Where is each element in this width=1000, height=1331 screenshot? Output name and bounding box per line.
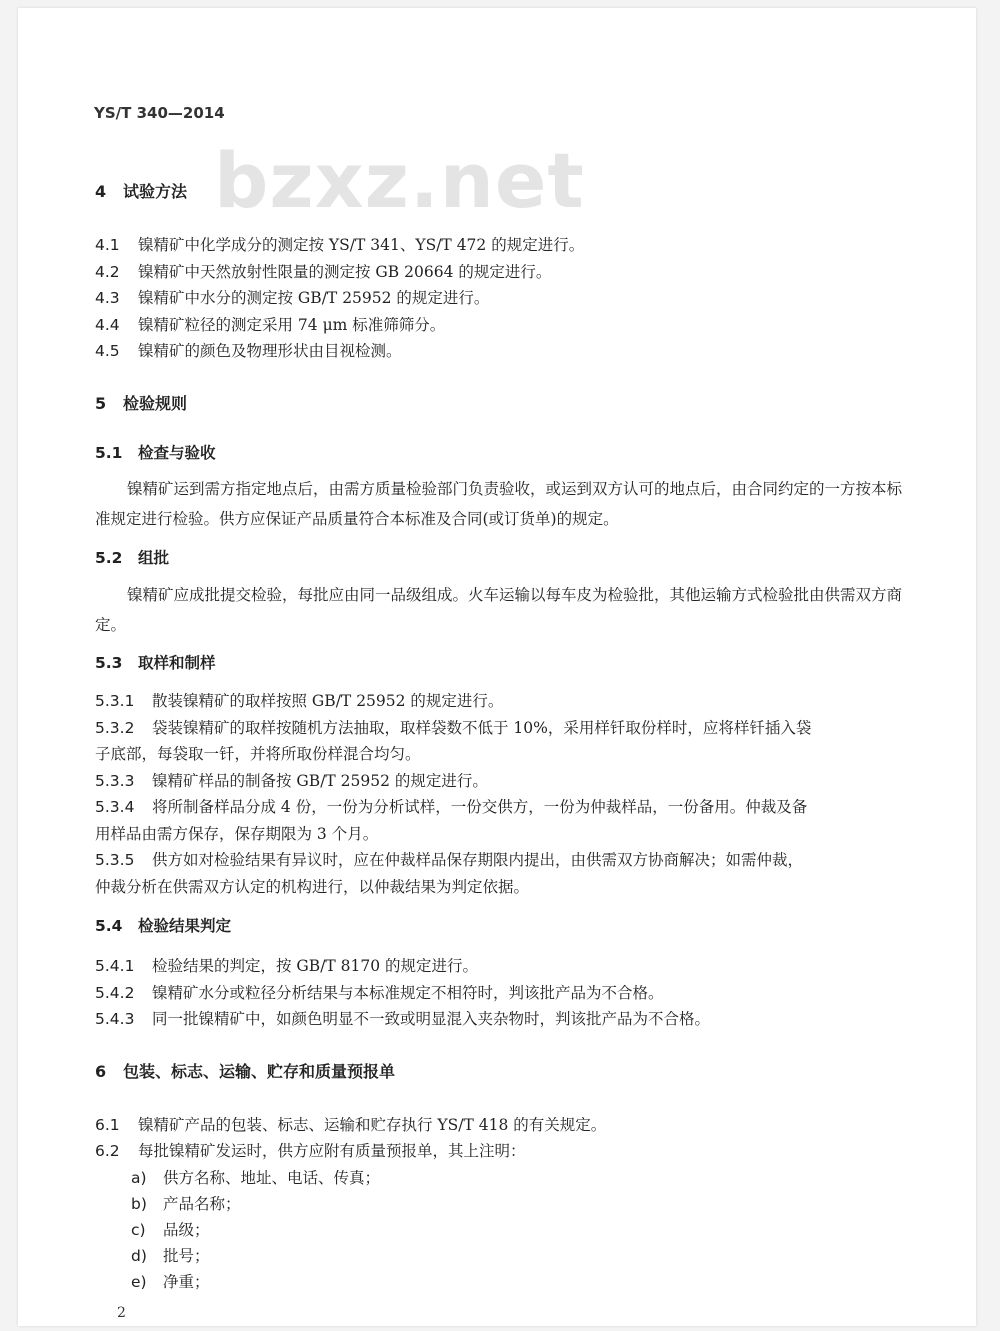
section-title: 包装、标志、运输、贮存和质量预报单 — [123, 1062, 396, 1081]
list-item-label: a) — [131, 1169, 147, 1187]
watermark: bzxz.net — [214, 136, 585, 225]
clause-number: 6.2 — [95, 1142, 120, 1160]
clause-text: 镍精矿产品的包装、标志、运输和贮存执行 YS/T 418 的有关规定。 — [138, 1116, 607, 1134]
list-item-label: d) — [131, 1247, 147, 1265]
clause-4-2 — [95, 260, 551, 282]
section-number: 6 — [95, 1062, 107, 1081]
subsection-number: 5.3 — [95, 654, 123, 672]
clause-text: 镍精矿中水分的测定按 GB/T 25952 的规定进行。 — [138, 289, 490, 307]
clause-5-3-2-cont: 子底部，每袋取一钎，并将所取份样混合均匀。 — [95, 745, 421, 763]
clause-5-3-3 — [95, 769, 488, 791]
list-item-label: e) — [131, 1273, 147, 1291]
clause-number: 5.3.1 — [95, 692, 135, 710]
subsection-heading-5-2 — [95, 546, 169, 568]
clause-text: 袋装镍精矿的取样按随机方法抽取，取样袋数不低于 10%，采用样钎取份样时，应将样钎插入袋 — [152, 719, 812, 737]
clause-number: 5.4.1 — [95, 957, 135, 975]
clause-number: 6.1 — [95, 1116, 120, 1134]
clause-5-3-4-cont: 用样品由需方保存，保存期限为 3 个月。 — [95, 825, 379, 843]
subsection-title: 组批 — [138, 548, 170, 567]
subsection-number: 5.4 — [95, 917, 123, 935]
clause-5-3-5-cont: 仲裁分析在供需双方认定的机构进行，以仲裁结果为判定依据。 — [95, 878, 530, 896]
clause-5-3-1 — [95, 689, 503, 711]
paragraph-5-2: 镍精矿应成批提交检验，每批应由同一品级组成。火车运输以每车皮为检验批，其他运输方式检验批由供需双方商定。 — [95, 586, 903, 634]
section-title: 试验方法 — [123, 182, 188, 201]
document-page — [18, 8, 976, 1326]
clause-text: 镍精矿水分或粒径分析结果与本标准规定不相符时，判该批产品为不合格。 — [152, 984, 664, 1002]
section-number: 4 — [95, 182, 107, 201]
clause-5-4-1 — [95, 954, 478, 976]
list-item — [131, 1244, 210, 1266]
list-item-text: 产品名称； — [163, 1195, 241, 1213]
subsection-title: 检验结果判定 — [138, 916, 232, 935]
clause-text: 镍精矿中化学成分的测定按 YS/T 341、YS/T 472 的规定进行。 — [138, 236, 585, 254]
clause-text: 将所制备样品分成 4 份，一份为分析试样，一份交供方，一份为仲裁样品，一份备用。仲裁及备 — [152, 798, 808, 816]
clause-text: 每批镍精矿发运时，供方应附有质量预报单，其上注明： — [138, 1142, 526, 1160]
clause-text: 供方如对检验结果有异议时，应在仲裁样品保存期限内提出，由供需双方协商解决；如需仲裁， — [152, 851, 804, 869]
subsection-title: 检查与验收 — [138, 443, 216, 462]
clause-4-1 — [95, 233, 584, 255]
clause-number: 4.2 — [95, 263, 120, 281]
list-item-label: c) — [131, 1221, 146, 1239]
clause-4-4 — [95, 313, 445, 335]
clause-number: 5.3.4 — [95, 798, 135, 816]
clause-6-1 — [95, 1113, 606, 1135]
section-heading-4 — [95, 179, 187, 202]
list-item-label: b) — [131, 1195, 147, 1213]
clause-text: 散装镍精矿的取样按照 GB/T 25952 的规定进行。 — [152, 692, 504, 710]
subsection-heading-5-4 — [95, 914, 231, 936]
clause-4-5 — [95, 339, 402, 361]
clause-5-3-4 — [95, 795, 807, 817]
clause-number: 5.3.2 — [95, 719, 135, 737]
paragraph-5-1: 镍精矿运到需方指定地点后，由需方质量检验部门负责验收，或运到双方认可的地点后，由合同约定的一方按本标准规定进行检验。供方应保证产品质量符合本标准及合同(或订货单)的规定。 — [95, 480, 903, 528]
section-number: 5 — [95, 394, 107, 413]
clause-6-2 — [95, 1139, 526, 1161]
page-number: 2 — [117, 1305, 126, 1321]
clause-number: 5.3.3 — [95, 772, 135, 790]
clause-number: 4.4 — [95, 316, 120, 334]
list-item-text: 净重； — [163, 1273, 210, 1291]
standard-number: YS/T 340—2014 — [94, 104, 225, 122]
subsection-number: 5.2 — [95, 549, 123, 567]
subsection-number: 5.1 — [95, 444, 123, 462]
section-heading-5 — [95, 391, 187, 414]
clause-text: 镍精矿中天然放射性限量的测定按 GB 20664 的规定进行。 — [138, 263, 552, 281]
clause-text: 同一批镍精矿中，如颜色明显不一致或明显混入夹杂物时，判该批产品为不合格。 — [152, 1010, 711, 1028]
list-item-text: 供方名称、地址、电话、传真； — [163, 1169, 381, 1187]
subsection-heading-5-3 — [95, 651, 216, 673]
clause-5-3-5 — [95, 848, 803, 870]
list-item — [131, 1166, 380, 1188]
list-item — [131, 1270, 210, 1292]
clause-text: 检验结果的判定，按 GB/T 8170 的规定进行。 — [152, 957, 479, 975]
clause-number: 5.4.3 — [95, 1010, 135, 1028]
section-title: 检验规则 — [123, 394, 188, 413]
subsection-title: 取样和制样 — [138, 653, 216, 672]
clause-number: 4.1 — [95, 236, 120, 254]
subsection-heading-5-1 — [95, 441, 216, 463]
clause-5-4-2 — [95, 981, 664, 1003]
list-item-text: 批号； — [163, 1247, 210, 1265]
clause-text: 镍精矿粒径的测定采用 74 μm 标准筛筛分。 — [138, 316, 446, 334]
section-heading-6 — [95, 1059, 395, 1082]
list-item — [131, 1192, 241, 1214]
clause-5-4-3 — [95, 1007, 710, 1029]
clause-number: 4.3 — [95, 289, 120, 307]
list-item-text: 品级； — [163, 1221, 210, 1239]
clause-number: 5.3.5 — [95, 851, 135, 869]
list-item — [131, 1218, 210, 1240]
clause-4-3 — [95, 286, 489, 308]
clause-text: 镍精矿样品的制备按 GB/T 25952 的规定进行。 — [152, 772, 488, 790]
clause-5-3-2 — [95, 716, 811, 738]
clause-number: 5.4.2 — [95, 984, 135, 1002]
clause-text: 镍精矿的颜色及物理形状由目视检测。 — [138, 342, 402, 360]
clause-number: 4.5 — [95, 342, 120, 360]
